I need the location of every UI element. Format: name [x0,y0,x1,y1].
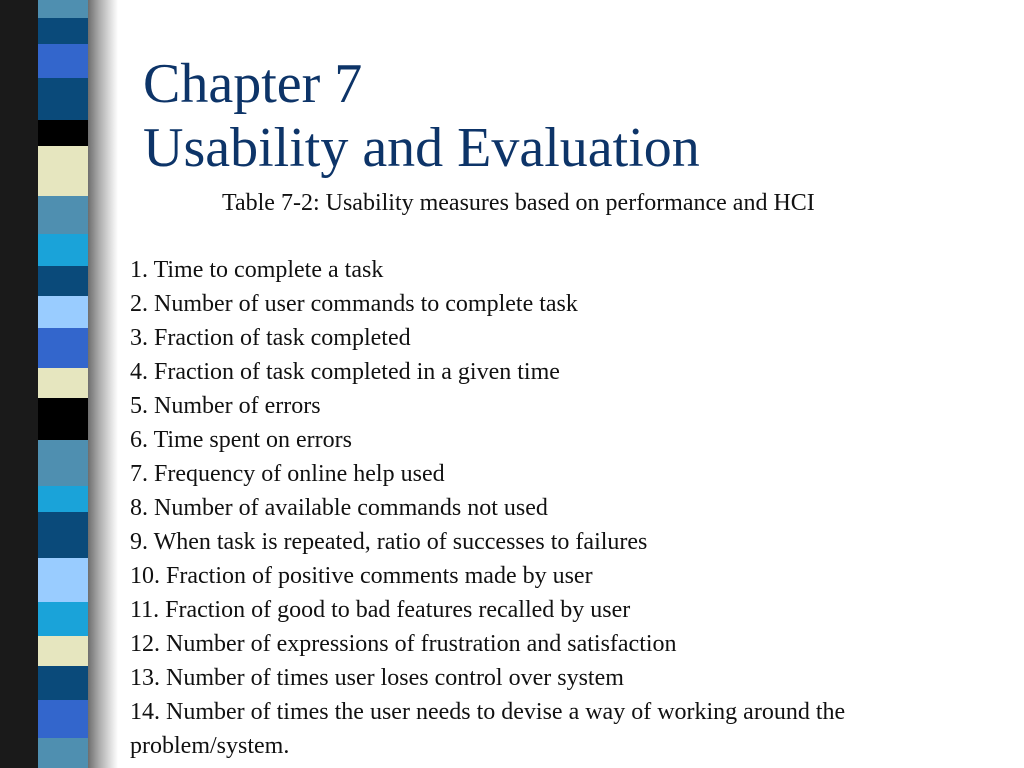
slide-title [143,52,700,180]
strip-block [38,486,90,512]
strip-block [38,296,90,328]
list-item: 4. Fraction of task completed in a given time [130,359,560,385]
strip-block [38,738,90,768]
strip-shadow [88,0,118,768]
list-item: 12. Number of expressions of frustration and satisfaction [130,631,677,657]
list-item: 6. Time spent on errors [130,427,352,453]
list-item: 9. When task is repeated, ratio of successes to failures [130,529,648,555]
strip-block [38,196,90,234]
strip-block [38,558,90,602]
list-item: 10. Fraction of positive comments made by user [130,563,593,589]
strip-block [38,602,90,636]
strip-block [38,18,90,44]
strip-block [38,666,90,700]
list-item: 7. Frequency of online help used [130,461,445,487]
strip-block [38,44,90,78]
strip-block [38,440,90,486]
list-item: 14. Number of times the user needs to devise a way of working around the problem/system. [130,699,846,759]
list-item: 11. Fraction of good to bad features recalled by user [130,597,631,623]
title-line-1: Chapter 7 [143,53,363,115]
list-item: 5. Number of errors [130,393,321,419]
table-caption: Table 7-2: Usability measures based on performance and HCI [222,190,815,216]
strip-block [38,398,90,440]
strip-block [38,700,90,738]
strip-block [38,636,90,666]
strip-block [38,234,90,266]
list-item: 2. Number of user commands to complete task [130,291,578,317]
list-item: 8. Number of available commands not used [130,495,548,521]
strip-block [38,120,90,146]
strip-block [38,78,90,120]
list-item: 1. Time to complete a task [130,257,384,283]
strip-block [38,328,90,368]
strip-block [38,266,90,296]
strip-block [38,512,90,558]
list-item: 3. Fraction of task completed [130,325,411,351]
title-line-2: Usability and Evaluation [143,117,700,179]
strip-block [38,146,90,196]
decorative-strip [0,0,118,768]
strip-block [38,0,90,18]
measures-list [130,253,1010,763]
strip-block [38,368,90,400]
list-item: 13. Number of times user loses control over system [130,665,624,691]
